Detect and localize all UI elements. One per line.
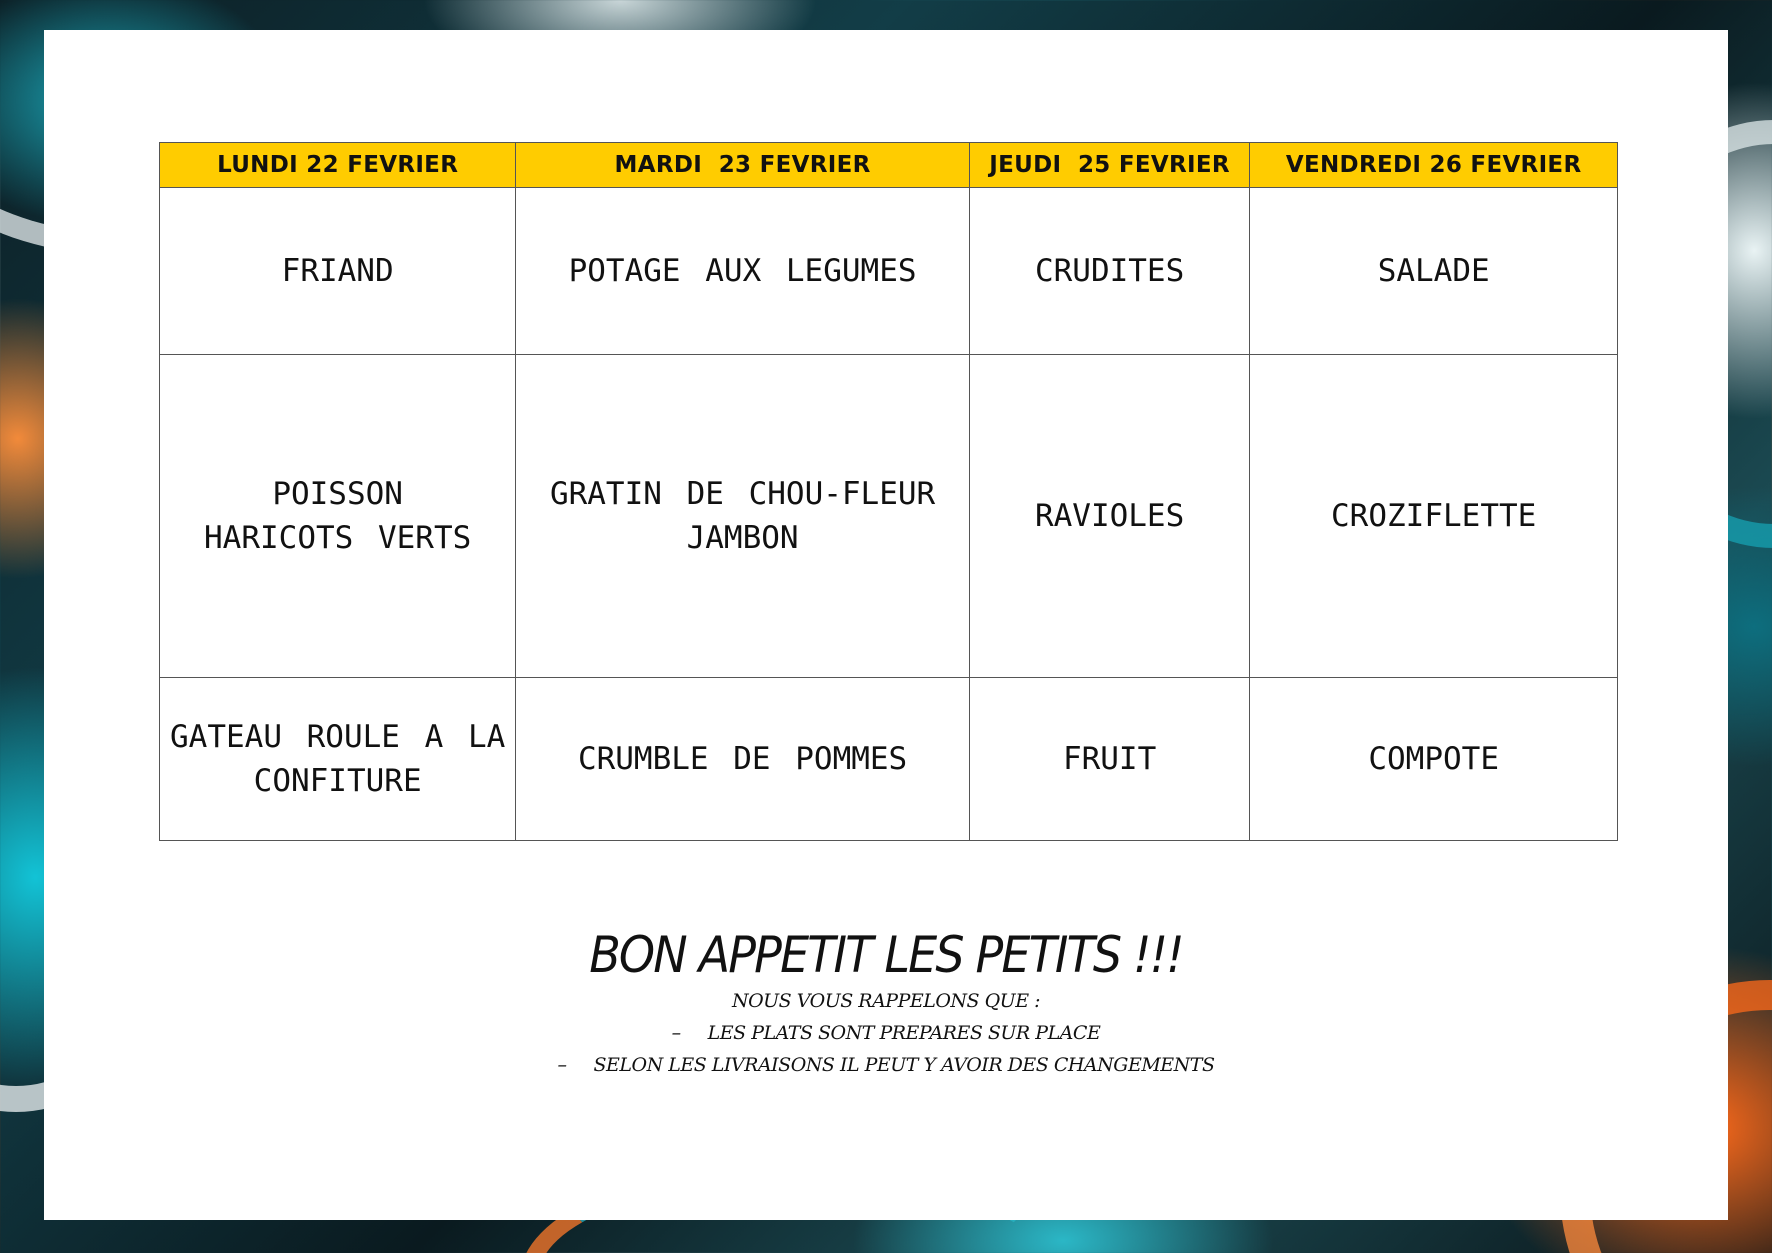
dish-line: CONFITURE	[253, 763, 422, 799]
dish-line: RAVIOLES	[1034, 498, 1185, 534]
thursday-main-cell	[969, 355, 1250, 678]
dish-line: CROZIFLETTE	[1331, 498, 1537, 534]
dessert-row	[160, 678, 1618, 841]
dish-line: CRUMBLE DE POMMES	[577, 741, 908, 777]
dish-line: SALADE	[1377, 253, 1490, 289]
weekly-menu-table	[159, 142, 1618, 841]
dish-line: HARICOTS VERTS	[204, 520, 472, 556]
list-item	[44, 1017, 1728, 1049]
tuesday-dessert-cell	[516, 678, 970, 841]
day-header-friday: VENDREDI 26 FEVRIER	[1250, 143, 1618, 188]
bon-appetit-title: BON APPETIT LES PETITS !!!	[589, 926, 1183, 984]
tuesday-starter-cell	[516, 188, 970, 355]
day-header-tuesday: MARDI 23 FEVRIER	[516, 143, 970, 188]
friday-dessert-cell	[1250, 678, 1618, 841]
thursday-starter-cell	[969, 188, 1250, 355]
day-header-thursday: JEUDI 25 FEVRIER	[969, 143, 1250, 188]
dish-line: POTAGE AUX LEGUMES	[568, 253, 917, 289]
day-header-row	[160, 143, 1618, 188]
friday-starter-cell	[1250, 188, 1618, 355]
monday-main-cell	[160, 355, 516, 678]
reminder-text: LES PLATS SONT PREPARES SUR PLACE	[707, 1022, 1101, 1044]
bullet-dash: –	[557, 1054, 567, 1076]
dish-line: POISSON	[272, 476, 403, 512]
thursday-dessert-cell	[969, 678, 1250, 841]
dish-line: FRIAND	[281, 253, 394, 289]
monday-starter-cell	[160, 188, 516, 355]
friday-main-cell	[1250, 355, 1618, 678]
tuesday-main-cell	[516, 355, 970, 678]
bullet-dash: –	[671, 1022, 681, 1044]
main-course-row	[160, 355, 1618, 678]
reminder-list	[44, 1017, 1728, 1081]
dish-line: COMPOTE	[1368, 741, 1499, 777]
day-header-monday: LUNDI 22 FEVRIER	[160, 143, 516, 188]
reminder-text: SELON LES LIVRAISONS IL PEUT Y AVOIR DES CHANGEMENTS	[593, 1054, 1215, 1076]
dish-line: JAMBON	[686, 520, 799, 556]
dish-line: GRATIN DE CHOU-FLEUR	[549, 476, 936, 512]
list-item	[44, 1049, 1728, 1081]
monday-dessert-cell	[160, 678, 516, 841]
footer-notes	[44, 925, 1728, 1081]
starter-row	[160, 188, 1618, 355]
menu-sheet	[44, 30, 1728, 1220]
dish-line: CRUDITES	[1034, 253, 1185, 289]
reminder-intro: NOUS VOUS RAPPELONS QUE :	[731, 990, 1041, 1012]
dish-line: GATEAU ROULE A LA	[170, 719, 506, 755]
dish-line: FRUIT	[1062, 741, 1157, 777]
